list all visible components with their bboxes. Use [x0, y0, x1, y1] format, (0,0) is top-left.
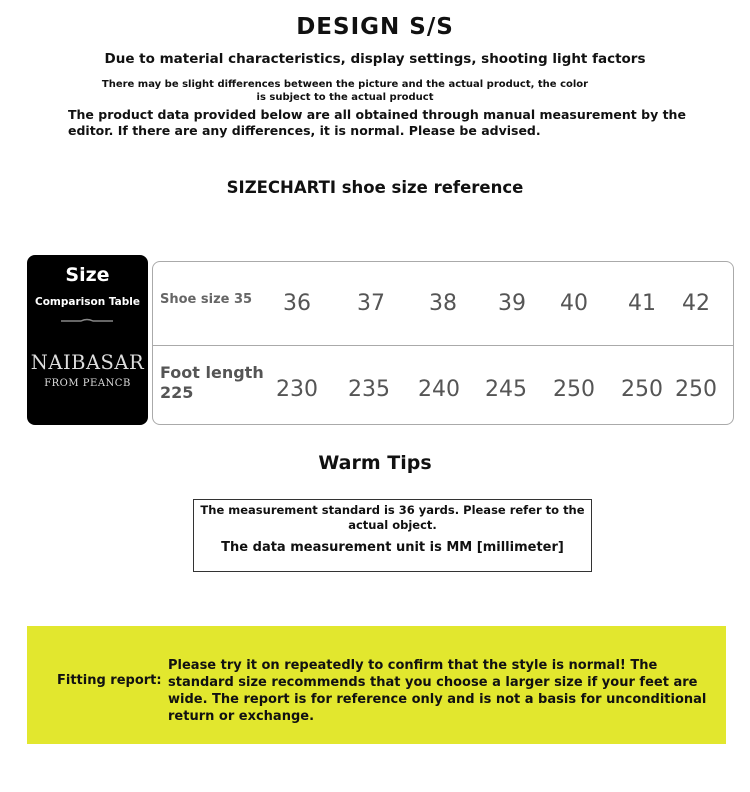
row-divider — [153, 345, 733, 346]
foot-length-cell: 250 — [553, 377, 595, 402]
foot-length-label: Foot length — [160, 363, 264, 382]
measurement-note: The product data provided below are all obtained through manual measurement by the editor. If there are any differences, it is normal. Please be advised. — [68, 107, 686, 138]
brand-logo-text: NAIBASAR — [30, 351, 145, 374]
fitting-report-panel — [27, 626, 726, 744]
badge-size-heading: Size — [65, 264, 110, 286]
foot-length-cell: 250 — [675, 377, 717, 402]
shoe-size-cell: 37 — [357, 291, 385, 316]
warm-tips-box — [193, 499, 592, 572]
badge-ornament-line — [61, 318, 113, 322]
shoe-size-cell: 39 — [498, 291, 526, 316]
brand-tagline: FROM PEANCB — [44, 378, 131, 389]
foot-length-cell: 230 — [276, 377, 318, 402]
shoe-size-cell: 38 — [429, 291, 457, 316]
shoe-size-row-label: Shoe size 35 — [160, 292, 253, 307]
shoe-size-cell: 40 — [560, 291, 588, 316]
foot-length-cell: 245 — [485, 377, 527, 402]
badge-comparison-label: Comparison Table — [35, 296, 140, 308]
foot-length-row-label — [160, 363, 264, 403]
size-chart-subtitle: SIZECHARTI shoe size reference — [226, 178, 524, 197]
warm-tips-title: Warm Tips — [318, 452, 432, 474]
page-title: DESIGN S/S — [296, 14, 454, 40]
fitting-report-text: Please try it on repeatedly to confirm that the style is normal! The standard size recommends that you choose a larger size if your feet are wide. The report is for reference only and is not a basis for unconditional return or exchange. — [168, 658, 707, 724]
foot-length-first-value: 225 — [160, 383, 194, 402]
fitting-report-label: Fitting report: — [57, 673, 162, 688]
size-table — [152, 261, 734, 425]
size-comparison-badge — [27, 255, 148, 425]
foot-length-cell: 235 — [348, 377, 390, 402]
foot-length-cell: 240 — [418, 377, 460, 402]
shoe-size-cell: 41 — [628, 291, 656, 316]
measurement-unit-text: The data measurement unit is MM [millimeter] — [221, 540, 564, 555]
foot-length-cell: 250 — [621, 377, 663, 402]
material-note: Due to material characteristics, display settings, shooting light factors — [104, 51, 646, 67]
shoe-size-cell: 42 — [682, 291, 710, 316]
difference-note: There may be slight differences between the picture and the actual product, the color is subject to the actual product — [101, 79, 589, 103]
measurement-standard-text: The measurement standard is 36 yards. Please refer to the actual object. — [200, 503, 585, 532]
shoe-size-cell: 36 — [283, 291, 311, 316]
